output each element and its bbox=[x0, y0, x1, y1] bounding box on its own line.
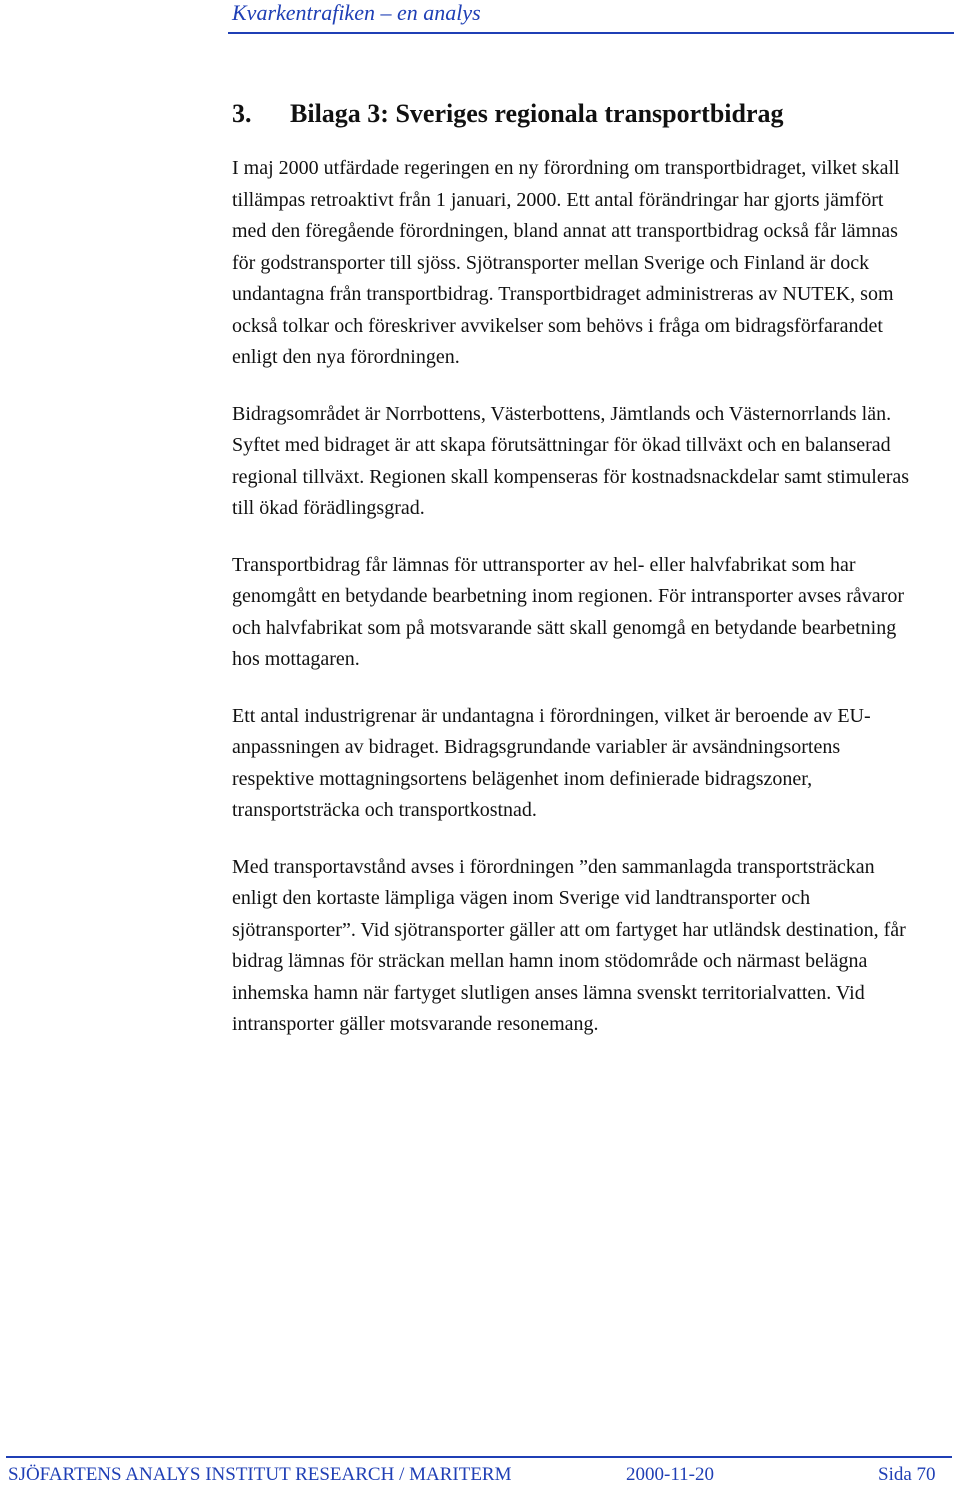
footer-date: 2000-11-20 bbox=[626, 1464, 714, 1485]
section-number: 3. bbox=[232, 99, 252, 128]
paragraph: Med transportavstånd avses i förordningen ”den sammanlagda transportsträckan enligt den kortaste lämpliga vägen inom Sverige vid landtransporter och sjötransporter”. Vid sjötransporter gäller att om fartyget har utländsk destination, får bidrag lämnas för sträckan mellan hamn inom stödområde och närmast belägna inhemska hamn när fartyget slutligen anses lämna svenskt territorialvatten. Vid intransporter gäller motsvarande resonemang. bbox=[232, 855, 906, 1035]
footer-organization: SJÖFARTENS ANALYS INSTITUT RESEARCH / MARITERM bbox=[8, 1464, 512, 1485]
paragraph: Ett antal industrigrenar är undantagna i förordningen, vilket är beroende av EU-anpassningen av bidraget. Bidragsgrundande variabler är avsändningsortens respektive mottagningsortens belägenhet inom definierade bidragszoner, transportsträcka och transportkostnad. bbox=[232, 704, 871, 821]
footer-divider bbox=[6, 1456, 952, 1458]
header-divider bbox=[228, 32, 954, 34]
running-header-title: Kvarkentrafiken – en analys bbox=[232, 0, 481, 25]
paragraph: Transportbidrag får lämnas för uttransporter av hel- eller halvfabrikat som har genomgått en betydande bearbetning inom regionen. För intransporter avses råvaror och halvfabrikat som på motsvarande sätt skall genomgå en betydande bearbetning hos mottagaren. bbox=[232, 553, 905, 670]
footer-page-number: Sida 70 bbox=[878, 1464, 936, 1485]
section-heading bbox=[232, 96, 784, 132]
section-title: Bilaga 3: Sveriges regionala transportbidrag bbox=[290, 99, 784, 128]
body-text bbox=[232, 153, 922, 1066]
paragraph: I maj 2000 utfärdade regeringen en ny förordning om transportbidraget, vilket skall tillämpas retroaktivt från 1 januari, 2000. Ett antal förändringar har gjorts jämfört med den föregående förordningen, bland annat att transportbidrag också får lämnas för godstransporter till sjöss. Sjötransporter mellan Sverige och Finland är dock undantagna från transportbidrag. Transportbidraget administreras av NUTEK, som också tolkar och föreskriver avvikelser som behövs i fråga om bidragsförfarandet enligt den nya förordningen. bbox=[232, 157, 900, 368]
paragraph: Bidragsområdet är Norrbottens, Västerbottens, Jämtlands och Västernorrlands län. Syftet med bidraget är att skapa förutsättningar för ökad tillväxt och en balanserad regional tillväxt. Regionen skall kompenseras för kostnadsnackdelar samt stimuleras till ökad förädlingsgrad. bbox=[232, 402, 910, 519]
